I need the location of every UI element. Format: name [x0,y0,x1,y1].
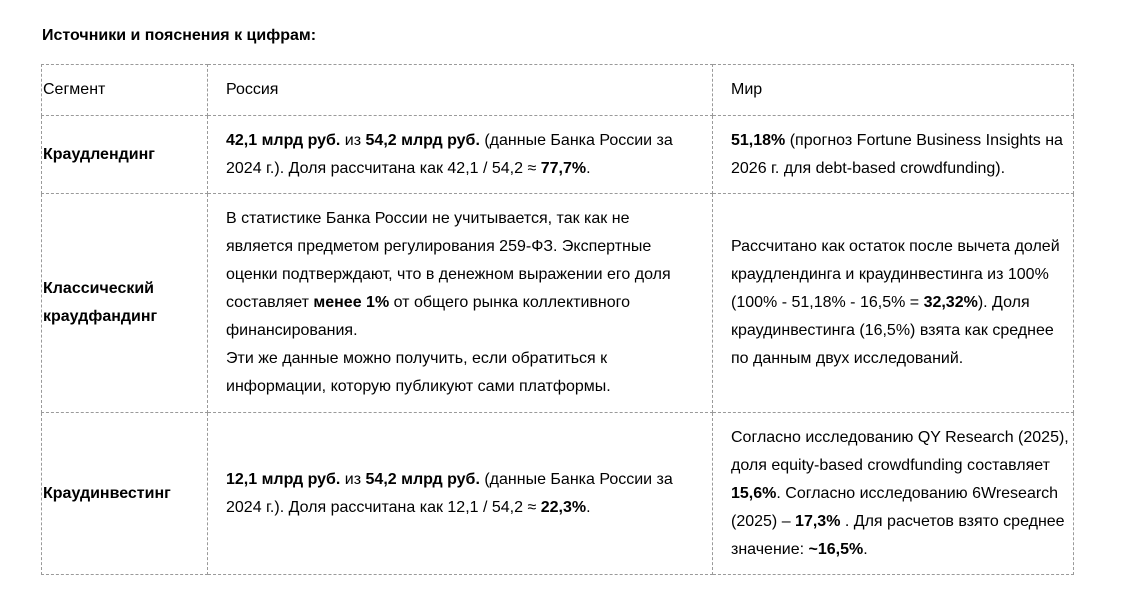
russia-crowdlending [208,116,713,194]
text-part: . [586,159,591,177]
bold-value: менее 1% [313,294,390,311]
text-part: от общего рынка коллективного финансирования. [226,294,630,339]
text-part: Рассчитано как остаток после вычета долей краудлендинга и краудинвестинга из 100% (100% - 51,18% - 16,5% = [731,238,1060,311]
bold-value: 42,1 млрд руб. [226,131,341,149]
segment-line: краудфандинг [43,308,158,325]
text-part: из [340,131,366,149]
segment-crowdinvesting: Краудинвестинг [42,413,208,575]
page-title: Источники и пояснения к цифрам: [42,27,317,44]
bold-value: 77,7% [540,159,587,177]
bold-value: 22,3% [540,498,587,516]
segment-classic-crowdfunding [42,194,208,413]
text-part: ). Доля краудинвестинга (16,5%) взята как среднее по данным двух исследований. [731,294,1054,367]
russia-crowdinvesting [208,413,713,575]
table-header-row [42,65,1074,116]
bold-value: 32,32% [923,294,978,311]
table-row [42,116,1074,194]
text-part: . [863,540,868,558]
table-row [42,194,1074,413]
bold-value: 12,1 млрд руб. [226,470,341,488]
sources-table [41,64,1074,575]
russia-classic-crowdfunding [208,194,713,413]
bold-value: 54,2 млрд руб. [365,131,480,149]
text-part: (прогноз Fortune Business Insights на 2026 г. для debt-based crowdfunding). [731,131,1063,177]
bold-value: 17,3% [795,512,841,530]
text-part: (данные Банка России за 2024 г.). Доля рассчитана как 42,1 / 54,2 ≈ [226,131,673,177]
bold-value: 51,18% [731,131,786,149]
world-crowdinvesting [713,413,1074,575]
bold-value: ~16,5% [808,540,864,558]
bold-value: 15,6% [731,484,777,502]
text-part: из [340,470,366,488]
header-world: Мир [713,65,1074,116]
segment-line: Классический [43,280,155,297]
header-segment: Сегмент [42,65,208,116]
text-part: (данные Банка России за 2024 г.). Доля рассчитана как 12,1 / 54,2 ≈ [226,470,673,516]
text-part: В статистике Банка России не учитывается, так как не является предметом регулирования 259-ФЗ. Экспертные оценки подтверждают, что в денежном выражении его доля составляет [226,210,671,311]
text-part: Согласно исследованию QY Research (2025), доля equity-based crowdfunding составляет [731,428,1069,474]
text-part: . Согласно исследованию 6Wresearch (2025) – [731,484,1059,530]
text-part: . [586,498,591,516]
text-part: . Для расчетов взято среднее значение: [731,512,1065,558]
world-crowdlending [713,116,1074,194]
bold-value: 54,2 млрд руб. [365,470,480,488]
text-part: Эти же данные можно получить, если обратиться к информации, которую публикуют сами платформы. [226,350,611,395]
header-russia: Россия [208,65,713,116]
segment-crowdlending: Краудлендинг [42,116,208,194]
table-row [42,413,1074,575]
world-classic-crowdfunding [713,194,1074,413]
